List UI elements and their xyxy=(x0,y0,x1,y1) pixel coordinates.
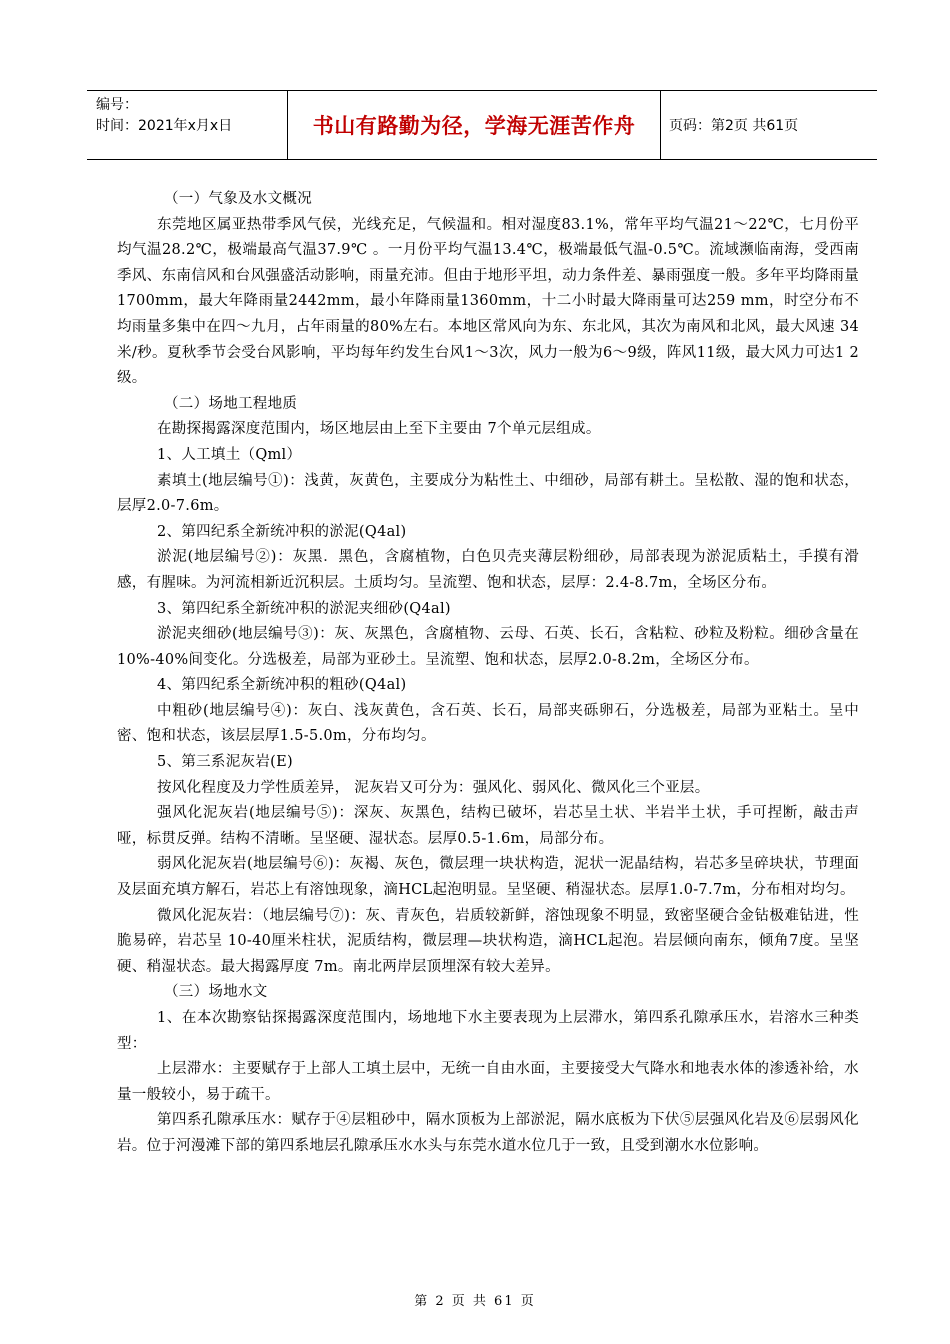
paragraph: 素填土(地层编号①)：浅黄，灰黄色，主要成分为粘性土、中细砂，局部有耕土。呈松散、湿的饱和状态，层厚2.0-7.6m。 xyxy=(117,472,859,515)
paragraph: 第四系孔隙承压水：赋存于④层粗砂中，隔水顶板为上部淤泥，隔水底板为下伏⑤层强风化岩及⑥层弱风化岩。位于河漫滩下部的第四系地层孔隙承压水水头与东莞水道水位几于一致，且受到潮水水位影响。 xyxy=(117,1112,859,1154)
paragraph: 上层滞水：主要赋存于上部人工填土层中，无统一自由水面，主要接受大气降水和地表水体的渗透补给，水量一般较小，易于疏干。 xyxy=(117,1061,859,1103)
date-label: 时间：2021年x月x日 xyxy=(96,118,233,134)
paragraph: 东莞地区属亚热带季风气侯，光线充足，气候温和。相对湿度83.1%，常年平均气温21～22℃，七月份平均气温28.2℃，极端最高气温37.9℃ 。一月份平均气温13.4℃，极端最低气温-0.5℃。流域濒临南海，受西南季风、东南信风和台风强盛活动影响，雨量充沛。但由于地形平坦，动力条件差、暴雨强度一般。多年平均降雨量1700mm，最大年降雨量2442mm，最小年降雨量1360mm，十二小时最大降雨量可达259 mm，时空分布不均雨量多集中在四～九月，占年雨量的80%左右。本地区常风向为东、东北风，其次为南风和北风，最大风速 34米/秒。夏秋季节会受台风影响，平均每年约发生台风1～3次，风力一般为6～9级，阵风11级，最大风力可达1 2级。 xyxy=(117,216,859,387)
header-meta xyxy=(87,91,287,159)
subsection-heading: 1、人工填土（Qml） xyxy=(157,446,302,463)
paragraph: 按风化程度及力学性质差异， 泥灰岩又可分为：强风化、弱风化、微风化三个亚层。 xyxy=(157,779,710,796)
header-page-cell xyxy=(661,91,877,159)
header-motto-cell xyxy=(287,91,661,159)
paragraph: 弱风化泥灰岩(地层编号⑥)：灰褐、灰色，微层理一块状构造，泥状一泥晶结构，岩芯多呈碎块状，节理面及层面充填方解石，岩芯上有溶蚀现象，滴HCL起泡明显。呈坚硬、稍湿状态。层厚1.0-7.7m，分布相对均匀。 xyxy=(117,856,859,899)
paragraph: 淤泥夹细砂(地层编号③)：灰、灰黑色，含腐植物、云母、石英、长石，含粘粒、砂粒及粉粒。细砂含量在10%-40%间变化。分选极差，局部为亚砂土。呈流塑、饱和状态，层厚2.0-8.2m，全场区分布。 xyxy=(117,626,859,668)
paragraph: 淤泥(地层编号②)：灰黑．黑色，含腐植物，白色贝壳夹薄层粉细砂，局部表现为淤泥质粘土，手摸有滑感，有腥味。为河流相新近沉积层。土质均匀。呈流塑、饱和状态，层厚：2.4-8.7m，全场区分布。 xyxy=(117,549,859,591)
subsection-heading: 4、第四纪系全新统冲积的粗砂(Q4al) xyxy=(157,677,407,694)
section-heading: （一）气象及水文概况 xyxy=(164,191,312,207)
subsection-heading: 2、第四纪系全新统冲积的淤泥(Q4al) xyxy=(157,523,407,540)
page-footer: 第 2 页 共 61 页 xyxy=(414,1294,536,1309)
page-header xyxy=(87,90,877,160)
page-label: 页码：第2页 共61页 xyxy=(669,118,799,134)
subsection-heading: 3、第四纪系全新统冲积的淤泥夹细砂(Q4al) xyxy=(157,600,451,617)
section-heading: （三）场地水文 xyxy=(164,984,268,1001)
motto: 书山有路勤为径，学海无涯苦作舟 xyxy=(312,114,636,138)
paragraph: 中粗砂(地层编号④)：灰白、浅灰黄色，含石英、长石，局部夹砾卵石，分选极差，局部为亚粘土。呈中密、饱和状态，该层层厚1.5-5.0m，分布均匀。 xyxy=(117,702,859,745)
paragraph: 强风化泥灰岩(地层编号⑤)：深灰、灰黑色，结构已破坏，岩芯呈土状、半岩半土状，手可捏断，敲击声哑，标贯反弹。结构不清晰。呈坚硬、湿状态。层厚0.5-1.6m，局部分布。 xyxy=(117,805,859,847)
paragraph: 在勘探揭露深度范围内，场区地层由上至下主要由 7个单元层组成。 xyxy=(157,421,601,438)
section-heading: （二）场地工程地质 xyxy=(164,395,298,412)
document-body xyxy=(117,187,859,1160)
number-label: 编号： xyxy=(96,97,138,113)
paragraph: 微风化泥灰岩：（地层编号⑦)：灰、青灰色，岩质较新鲜，溶蚀现象不明显，致密坚硬合金钻极难钻进，性脆易碎，岩芯呈 10-40厘米柱状，泥质结构，微层理—块状构造，滴HCL起泡。岩层倾向南东，倾角7度。呈坚硬、稍湿状态。最大揭露厚度 7m。南北两岸层顶埋深有较大差异。 xyxy=(117,907,859,975)
subsection-heading: 5、第三系泥灰岩(E) xyxy=(157,754,293,771)
paragraph: 1、在本次勘察钻探揭露深度范围内，场地地下水主要表现为上层滞水，第四系孔隙承压水，岩溶水三种类型： xyxy=(117,1010,859,1052)
